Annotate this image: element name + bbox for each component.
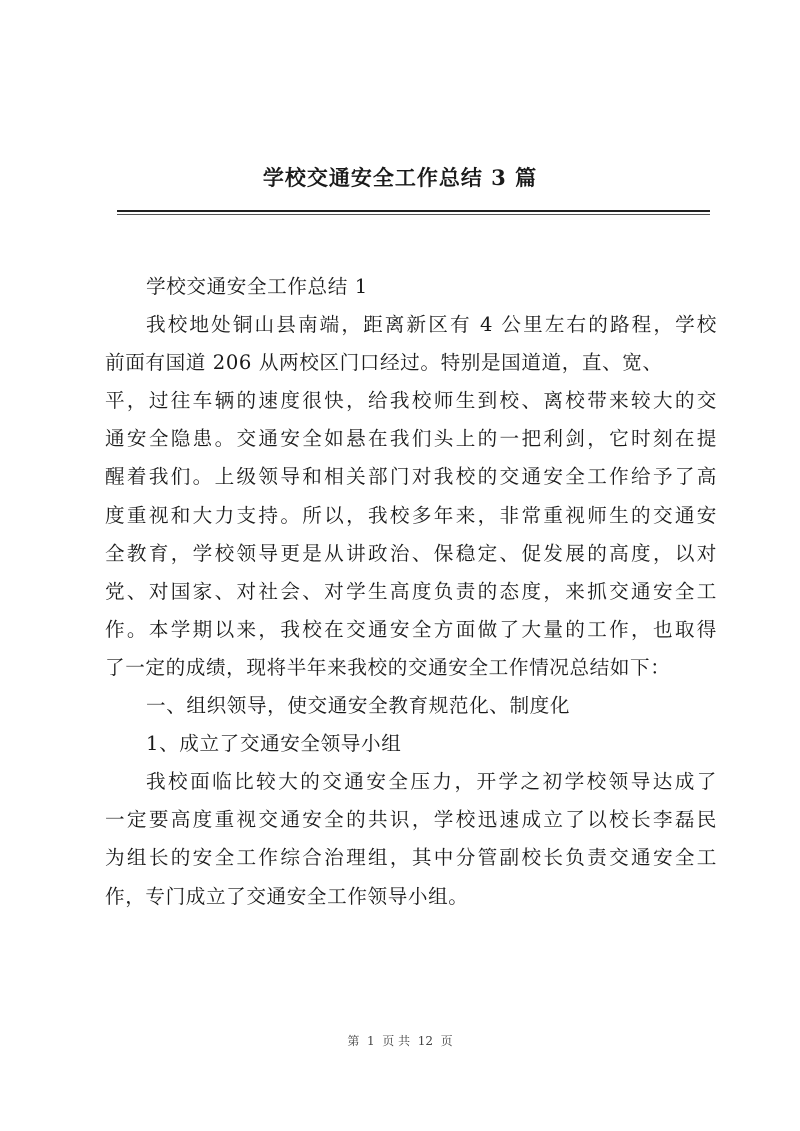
paragraph-line: 我校面临比较大的交通安全压力，开学之初学校领导达成了 (146, 770, 717, 794)
title-divider-thin (117, 214, 710, 215)
page-number-footer: 第 1 页 共 12 页 (347, 1034, 453, 1048)
page-title: 学校交通安全工作总结 3 篇 (262, 165, 538, 190)
section-heading: 学校交通安全工作总结 1 (146, 275, 368, 298)
title-divider (117, 210, 710, 212)
paragraph-line: 了一定的成绩，现将半年来我校的交通安全工作情况总结如下： (105, 655, 671, 679)
paragraph-line: 我校地处铜山县南端，距离新区有 4 公里左右的路程，学校 (146, 313, 717, 337)
paragraph-line: 醒着我们。上级领导和相关部门对我校的交通安全工作给予了高 (105, 465, 717, 489)
paragraph-line: 前面有国道 206 从两校区门口经过。特别是国道道，直、宽、 (105, 351, 663, 375)
section-heading: 一、组织领导，使交通安全教育规范化、制度化 (146, 694, 571, 718)
paragraph-line: 作，专门成立了交通安全工作领导小组。 (105, 884, 469, 908)
paragraph-line: 全教育，学校领导更是从讲政治、保稳定、促发展的高度，以对 (105, 541, 717, 565)
subsection-heading: 1、成立了交通安全领导小组 (146, 732, 402, 756)
paragraph-line: 一定要高度重视交通安全的共识，学校迅速成立了以校长李磊民 (105, 808, 717, 832)
paragraph-line: 党、对国家、对社会、对学生高度负责的态度，来抓交通安全工 (105, 579, 717, 603)
document-body (105, 268, 717, 916)
paragraph-line: 平，过往车辆的速度很快，给我校师生到校、离校带来较大的交 (105, 389, 717, 413)
paragraph-line: 通安全隐患。交通安全如悬在我们头上的一把利剑，它时刻在提 (105, 427, 717, 451)
paragraph-line: 度重视和大力支持。所以，我校多年来，非常重视师生的交通安 (105, 503, 717, 527)
paragraph-line: 作。本学期以来，我校在交通安全方面做了大量的工作，也取得 (105, 617, 717, 641)
paragraph-line: 为组长的安全工作综合治理组，其中分管副校长负责交通安全工 (105, 846, 717, 870)
